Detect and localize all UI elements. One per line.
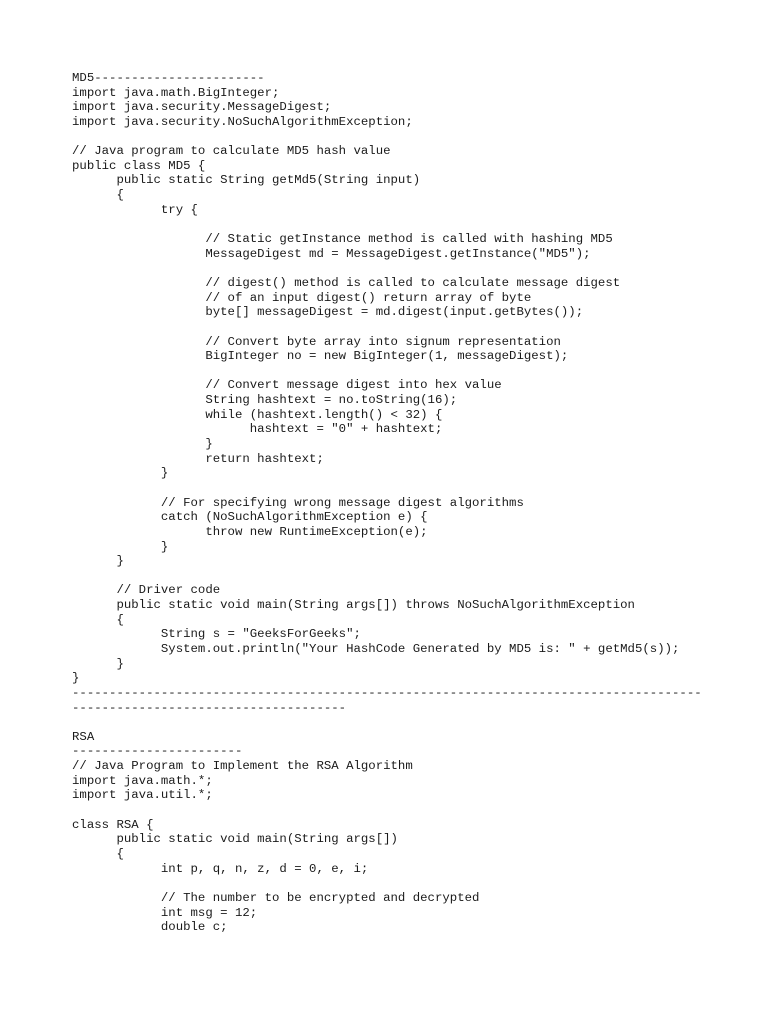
code-line [72, 320, 702, 335]
code-line: import java.math.*; [72, 773, 213, 788]
code-line: // Java program to calculate MD5 hash value [72, 144, 391, 159]
code-line: double c; [72, 920, 228, 935]
code-line: hashtext = "0" + hashtext; [72, 422, 443, 437]
code-line: { [72, 612, 124, 627]
code-line: import java.security.NoSuchAlgorithmException; [72, 114, 413, 129]
code-line [72, 217, 702, 232]
code-line [72, 876, 702, 891]
code-line: } [72, 539, 169, 554]
code-line: // digest() method is called to calculate message digest [72, 275, 621, 290]
code-line: MD5----------------------- [72, 71, 265, 85]
code-line: int msg = 12; [72, 905, 258, 920]
code-line: public static String getMd5(String input) [72, 173, 421, 188]
code-line [72, 130, 702, 145]
code-line: RSA [72, 729, 95, 744]
code-line: // Static getInstance method is called with hashing MD5 [72, 232, 613, 247]
code-line: ------------------------------------------------------------------------------------- [72, 685, 702, 700]
code-line: String s = "GeeksForGeeks"; [72, 627, 361, 642]
code-line [72, 481, 702, 496]
code-line: // Convert message digest into hex value [72, 378, 502, 393]
code-line: } [72, 437, 213, 452]
code-line [72, 364, 702, 379]
code-line [72, 803, 702, 818]
code-line: } [72, 671, 80, 686]
code-line: // of an input digest() return array of byte [72, 290, 532, 305]
code-line [72, 715, 702, 730]
code-line: byte[] messageDigest = md.digest(input.getBytes()); [72, 305, 584, 320]
code-line: ----------------------- [72, 744, 243, 759]
code-line: public class MD5 { [72, 158, 206, 173]
code-line: } [72, 554, 124, 569]
code-line: MessageDigest md = MessageDigest.getInstance("MD5"); [72, 246, 591, 261]
code-line: catch (NoSuchAlgorithmException e) { [72, 510, 428, 525]
code-line: while (hashtext.length() < 32) { [72, 407, 443, 422]
code-line: public static void main(String args[]) throws NoSuchAlgorithmException [72, 598, 635, 613]
code-line: return hashtext; [72, 451, 324, 466]
code-line: try { [72, 202, 198, 217]
code-line [72, 569, 702, 584]
code-line: import java.util.*; [72, 788, 213, 803]
code-line: } [72, 466, 169, 481]
code-line: System.out.println("Your HashCode Generated by MD5 is: " + getMd5(s)); [72, 641, 680, 656]
code-line: } [72, 656, 124, 671]
code-line: int p, q, n, z, d = 0, e, i; [72, 861, 369, 876]
code-listing [72, 71, 702, 935]
code-line: ------------------------------------- [72, 700, 347, 715]
code-line: BigInteger no = new BigInteger(1, messageDigest); [72, 349, 569, 364]
code-line: { [72, 846, 124, 861]
code-line: // The number to be encrypted and decrypted [72, 890, 480, 905]
code-line: // For specifying wrong message digest algorithms [72, 495, 524, 510]
code-line: String hashtext = no.toString(16); [72, 393, 458, 408]
code-line: public static void main(String args[]) [72, 832, 398, 847]
code-line: // Java Program to Implement the RSA Algorithm [72, 759, 413, 774]
code-line: throw new RuntimeException(e); [72, 524, 428, 539]
code-line: import java.math.BigInteger; [72, 85, 280, 100]
code-line [72, 261, 702, 276]
code-line: import java.security.MessageDigest; [72, 100, 332, 115]
code-line: class RSA { [72, 817, 154, 832]
code-line: // Convert byte array into signum representation [72, 334, 561, 349]
code-line: { [72, 188, 124, 203]
code-line: // Driver code [72, 583, 221, 598]
